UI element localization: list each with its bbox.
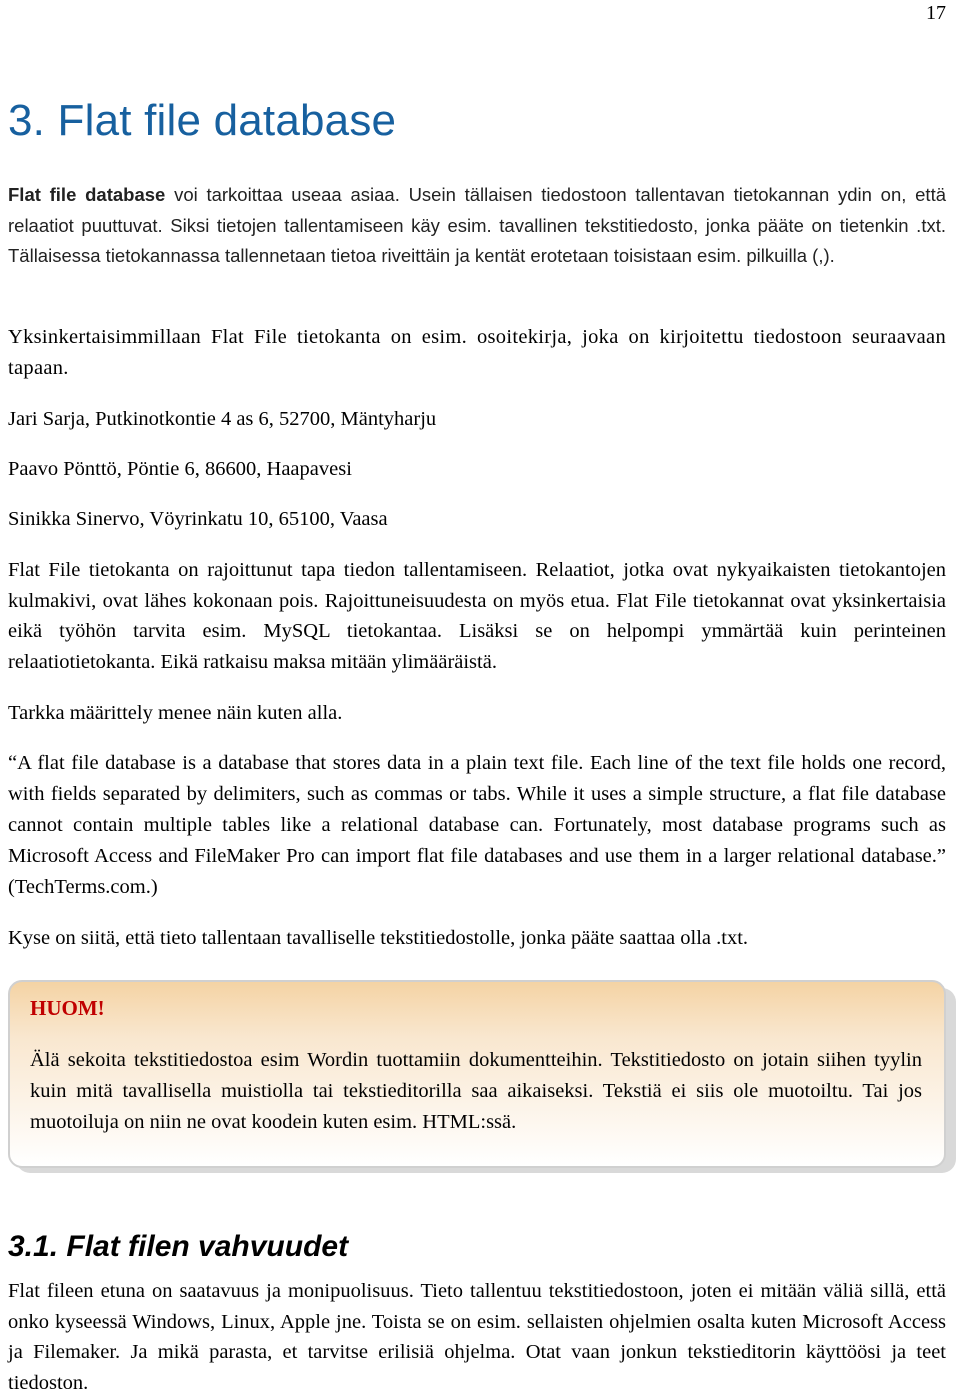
paragraph-simplest: Yksinkertaisimmillaan Flat File tietokanta on esim. osoitekirja, joka on kirjoitettu tiedostoon seuraavaan tapaan. bbox=[8, 326, 946, 379]
definition-quote: “A flat file database is a database that stores data in a plain text file. Each line of the text file holds one record, with fields separated by delimiters, such as commas or tabs. While it uses a simple structure, a flat file database cannot contain multiple tables like a relational database can. Fortunately, most database programs such as Microsoft Access and FileMaker Pro can import flat file databases and use them in a larger relational database.” (TechTerms.com.) bbox=[8, 752, 946, 898]
address-line-1: Jari Sarja, Putkinotkontie 4 as 6, 52700, Mäntyharju bbox=[8, 408, 437, 430]
address-line-2: Paavo Pönttö, Pöntie 6, 86600, Haapavesi bbox=[8, 458, 352, 480]
paragraph-limited: Flat File tietokanta on rajoittunut tapa tiedon tallentamiseen. Relaatiot, jotka ovat nykyaikaisten tietokantojen kulmakivi, ovat lähes kokonaan pois. Rajoittuneisuudesta on myös etua. Flat File tietokannat ovat yksinkertaisia eikä työhön tarvita esim. MySQL tietokantaa. Lisäksi se on helpompi ymmärtää kuin perinteinen relaatiotietokanta. Eikä ratkaisu maksa mitään ylimääräistä. bbox=[8, 559, 946, 673]
page-number: 17 bbox=[926, 2, 946, 24]
section-heading: 3. Flat file database bbox=[8, 96, 397, 145]
intro-text: voi tarkoittaa useaa asiaa. Usein tällaisen tiedostoon tallentavan tietokannan ydin on, että relaatiot puuttuvat. Siksi tietojen tallentamiseen käy esim. tavallinen tekstitiedosto, jonka pääte on tietenkin .txt. Tällaisessa tietokannassa tallennetaan tietoa riveittäin ja kentät erotetaan toisistaan esim. pilkuilla (,). bbox=[8, 184, 946, 266]
intro-paragraph bbox=[8, 180, 946, 272]
note-title: HUOM! bbox=[30, 996, 105, 1020]
address-line-3: Sinikka Sinervo, Vöyrinkatu 10, 65100, Vaasa bbox=[8, 508, 388, 530]
subsection-heading: 3.1. Flat filen vahvuudet bbox=[8, 1230, 349, 1263]
note-text: Älä sekoita tekstitiedostoa esim Wordin tuottamiin dokumentteihin. Tekstitiedosto on jotain siihen tyylin kuin mitä tavallisella muistiolla tai tekstieditorilla saa aikaiseksi. Tekstiä ei siis ole muotoiltu. Tai jos muotoiluja on niin ne ovat koodein kuten esim. HTML:ssä. bbox=[30, 1049, 922, 1133]
paragraph-definition-intro: Tarkka määrittely menee näin kuten alla. bbox=[8, 702, 343, 724]
paragraph-strengths: Flat fileen etuna on saatavuus ja monipuolisuus. Tieto tallentuu tekstitiedostoon, joten ei mitään väliä sillä, että onko kyseessä Windows, Linux, Apple jne. Toista se on esim. sellaisten ohjelmien osalta kuten Microsoft Access ja Filemaker. Ja mikä parasta, et tarvitse erilisiä ohjelma. Otat vaan jonkun tekstieditorin käyttöösi ja teet tiedoston. bbox=[8, 1280, 946, 1394]
paragraph-question: Kyse on siitä, että tieto tallentaan tavalliselle tekstitiedostolle, jonka pääte saattaa olla .txt. bbox=[8, 927, 749, 949]
intro-bold-term: Flat file database bbox=[8, 184, 166, 205]
